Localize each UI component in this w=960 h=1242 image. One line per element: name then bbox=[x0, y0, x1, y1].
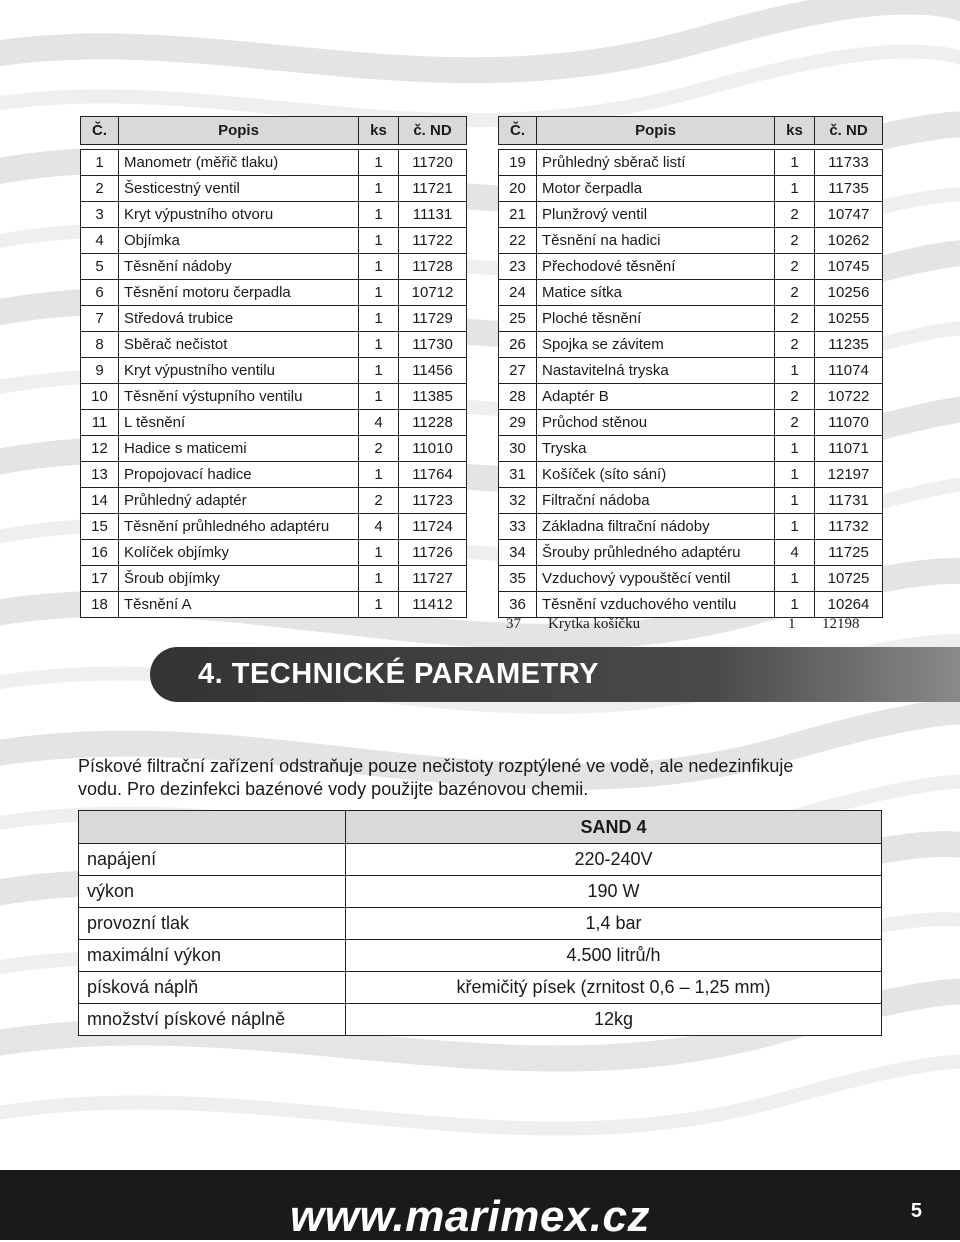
cell-num: 35 bbox=[499, 566, 537, 592]
cell-qty: 1 bbox=[359, 202, 399, 228]
cell-num: 24 bbox=[499, 280, 537, 306]
spec-label: provozní tlak bbox=[79, 908, 346, 940]
cell-qty: 2 bbox=[775, 254, 815, 280]
extra-num: 37 bbox=[506, 616, 521, 632]
cell-qty: 2 bbox=[775, 332, 815, 358]
table-row bbox=[81, 254, 467, 280]
cell-nd: 11722 bbox=[399, 228, 467, 254]
spec-value: 4.500 litrů/h bbox=[346, 940, 882, 972]
header-qty: ks bbox=[359, 117, 399, 145]
cell-qty: 1 bbox=[775, 488, 815, 514]
cell-qty: 1 bbox=[775, 462, 815, 488]
header-qty: ks bbox=[775, 117, 815, 145]
cell-nd: 11720 bbox=[399, 150, 467, 176]
specs-header-row bbox=[79, 811, 882, 844]
cell-desc: Hadice s maticemi bbox=[119, 436, 359, 462]
specs-row bbox=[79, 876, 882, 908]
cell-desc: Průchod stěnou bbox=[537, 410, 775, 436]
cell-num: 15 bbox=[81, 514, 119, 540]
header-num: Č. bbox=[81, 117, 119, 145]
cell-qty: 1 bbox=[359, 332, 399, 358]
cell-nd: 12197 bbox=[815, 462, 883, 488]
cell-nd: 11729 bbox=[399, 306, 467, 332]
cell-desc: Tryska bbox=[537, 436, 775, 462]
table-row bbox=[81, 228, 467, 254]
spec-value: 1,4 bar bbox=[346, 908, 882, 940]
cell-desc: Středová trubice bbox=[119, 306, 359, 332]
cell-num: 12 bbox=[81, 436, 119, 462]
cell-num: 33 bbox=[499, 514, 537, 540]
cell-nd: 10256 bbox=[815, 280, 883, 306]
spec-value: 190 W bbox=[346, 876, 882, 908]
cell-qty: 1 bbox=[359, 254, 399, 280]
cell-num: 4 bbox=[81, 228, 119, 254]
specs-row bbox=[79, 1004, 882, 1036]
cell-desc: Motor čerpadla bbox=[537, 176, 775, 202]
cell-num: 29 bbox=[499, 410, 537, 436]
cell-qty: 1 bbox=[775, 150, 815, 176]
cell-qty: 2 bbox=[775, 228, 815, 254]
cell-num: 32 bbox=[499, 488, 537, 514]
table-row bbox=[81, 176, 467, 202]
cell-nd: 11721 bbox=[399, 176, 467, 202]
parts-header-row bbox=[499, 117, 883, 145]
spec-label: maximální výkon bbox=[79, 940, 346, 972]
cell-qty: 1 bbox=[359, 462, 399, 488]
cell-qty: 1 bbox=[359, 592, 399, 618]
cell-num: 36 bbox=[499, 592, 537, 618]
table-row bbox=[499, 332, 883, 358]
cell-desc: Šroub objímky bbox=[119, 566, 359, 592]
table-row bbox=[499, 228, 883, 254]
spec-value: křemičitý písek (zrnitost 0,6 – 1,25 mm) bbox=[346, 972, 882, 1004]
cell-desc: Sběrač nečistot bbox=[119, 332, 359, 358]
cell-desc: Filtrační nádoba bbox=[537, 488, 775, 514]
cell-qty: 1 bbox=[775, 176, 815, 202]
cell-desc: Propojovací hadice bbox=[119, 462, 359, 488]
cell-desc: Matice sítka bbox=[537, 280, 775, 306]
table-row bbox=[81, 514, 467, 540]
table-row bbox=[81, 202, 467, 228]
cell-nd: 11228 bbox=[399, 410, 467, 436]
table-row bbox=[499, 280, 883, 306]
cell-num: 1 bbox=[81, 150, 119, 176]
cell-num: 25 bbox=[499, 306, 537, 332]
specs-row bbox=[79, 844, 882, 876]
cell-desc: Košíček (síto sání) bbox=[537, 462, 775, 488]
cell-num: 16 bbox=[81, 540, 119, 566]
cell-desc: Těsnění na hadici bbox=[537, 228, 775, 254]
specs-body bbox=[79, 844, 882, 1036]
table-row bbox=[499, 384, 883, 410]
cell-num: 14 bbox=[81, 488, 119, 514]
cell-desc: Spojka se závitem bbox=[537, 332, 775, 358]
cell-qty: 1 bbox=[775, 592, 815, 618]
specs-row bbox=[79, 908, 882, 940]
cell-num: 20 bbox=[499, 176, 537, 202]
table-row bbox=[499, 410, 883, 436]
spec-label: napájení bbox=[79, 844, 346, 876]
cell-nd: 11733 bbox=[815, 150, 883, 176]
table-row bbox=[81, 306, 467, 332]
cell-desc: Těsnění průhledného adaptéru bbox=[119, 514, 359, 540]
spec-label: množství pískové náplně bbox=[79, 1004, 346, 1036]
cell-nd: 10725 bbox=[815, 566, 883, 592]
cell-num: 3 bbox=[81, 202, 119, 228]
cell-desc: Přechodové těsnění bbox=[537, 254, 775, 280]
cell-desc: Průhledný adaptér bbox=[119, 488, 359, 514]
table-row bbox=[81, 280, 467, 306]
cell-qty: 1 bbox=[775, 514, 815, 540]
cell-qty: 1 bbox=[359, 306, 399, 332]
table-row bbox=[81, 384, 467, 410]
spec-label: písková náplň bbox=[79, 972, 346, 1004]
parts-left-body bbox=[81, 150, 467, 618]
table-row bbox=[499, 306, 883, 332]
cell-qty: 1 bbox=[359, 384, 399, 410]
cell-nd: 10747 bbox=[815, 202, 883, 228]
table-row bbox=[499, 488, 883, 514]
page-number: 5 bbox=[910, 1200, 922, 1222]
header-num: Č. bbox=[499, 117, 537, 145]
cell-nd: 10722 bbox=[815, 384, 883, 410]
cell-nd: 10745 bbox=[815, 254, 883, 280]
cell-qty: 1 bbox=[775, 436, 815, 462]
cell-desc: Objímka bbox=[119, 228, 359, 254]
cell-nd: 11010 bbox=[399, 436, 467, 462]
spec-label: výkon bbox=[79, 876, 346, 908]
cell-qty: 1 bbox=[359, 176, 399, 202]
cell-nd: 11728 bbox=[399, 254, 467, 280]
cell-num: 6 bbox=[81, 280, 119, 306]
cell-nd: 11725 bbox=[815, 540, 883, 566]
spec-value: 12kg bbox=[346, 1004, 882, 1036]
cell-desc: Těsnění nádoby bbox=[119, 254, 359, 280]
cell-num: 22 bbox=[499, 228, 537, 254]
table-row bbox=[499, 176, 883, 202]
cell-nd: 11723 bbox=[399, 488, 467, 514]
footer-url: www.marimex.cz bbox=[290, 1192, 650, 1241]
cell-qty: 1 bbox=[775, 566, 815, 592]
cell-nd: 11412 bbox=[399, 592, 467, 618]
cell-num: 18 bbox=[81, 592, 119, 618]
table-row bbox=[81, 332, 467, 358]
cell-desc: Těsnění vzduchového ventilu bbox=[537, 592, 775, 618]
table-row bbox=[499, 462, 883, 488]
cell-num: 5 bbox=[81, 254, 119, 280]
cell-qty: 2 bbox=[775, 306, 815, 332]
cell-num: 28 bbox=[499, 384, 537, 410]
table-row bbox=[81, 150, 467, 176]
cell-desc: Kryt výpustního ventilu bbox=[119, 358, 359, 384]
cell-desc: Těsnění A bbox=[119, 592, 359, 618]
cell-qty: 1 bbox=[359, 358, 399, 384]
header-desc: Popis bbox=[119, 117, 359, 145]
cell-qty: 1 bbox=[359, 280, 399, 306]
cell-nd: 11074 bbox=[815, 358, 883, 384]
cell-nd: 10712 bbox=[399, 280, 467, 306]
cell-nd: 11727 bbox=[399, 566, 467, 592]
cell-nd: 11071 bbox=[815, 436, 883, 462]
table-row bbox=[499, 254, 883, 280]
cell-desc: Šesticestný ventil bbox=[119, 176, 359, 202]
table-row bbox=[499, 436, 883, 462]
table-row bbox=[499, 566, 883, 592]
table-row bbox=[499, 358, 883, 384]
cell-desc: Plunžrový ventil bbox=[537, 202, 775, 228]
cell-nd: 11456 bbox=[399, 358, 467, 384]
cell-qty: 2 bbox=[775, 384, 815, 410]
cell-num: 23 bbox=[499, 254, 537, 280]
cell-qty: 4 bbox=[359, 410, 399, 436]
specs-model-header: SAND 4 bbox=[346, 811, 882, 844]
table-row bbox=[81, 592, 467, 618]
cell-num: 10 bbox=[81, 384, 119, 410]
table-row bbox=[81, 436, 467, 462]
cell-desc: Adaptér B bbox=[537, 384, 775, 410]
parts-header-row bbox=[81, 117, 467, 145]
cell-desc: Kolíček objímky bbox=[119, 540, 359, 566]
table-row bbox=[81, 462, 467, 488]
header-desc: Popis bbox=[537, 117, 775, 145]
cell-nd: 11070 bbox=[815, 410, 883, 436]
parts-extra-row bbox=[498, 614, 882, 636]
cell-qty: 2 bbox=[359, 436, 399, 462]
section-banner bbox=[150, 647, 960, 702]
table-row bbox=[81, 566, 467, 592]
cell-num: 2 bbox=[81, 176, 119, 202]
cell-qty: 2 bbox=[359, 488, 399, 514]
cell-nd: 11235 bbox=[815, 332, 883, 358]
table-row bbox=[81, 410, 467, 436]
cell-qty: 1 bbox=[775, 358, 815, 384]
cell-qty: 1 bbox=[359, 228, 399, 254]
cell-nd: 11732 bbox=[815, 514, 883, 540]
cell-num: 9 bbox=[81, 358, 119, 384]
table-row bbox=[499, 540, 883, 566]
cell-num: 30 bbox=[499, 436, 537, 462]
parts-table-right bbox=[498, 116, 883, 618]
cell-nd: 10262 bbox=[815, 228, 883, 254]
extra-nd: 12198 bbox=[822, 616, 860, 632]
cell-num: 31 bbox=[499, 462, 537, 488]
extra-desc: Krytka košíčku bbox=[548, 616, 641, 632]
cell-nd: 11735 bbox=[815, 176, 883, 202]
cell-nd: 11131 bbox=[399, 202, 467, 228]
cell-desc: Vzduchový vypouštěcí ventil bbox=[537, 566, 775, 592]
cell-desc: Průhledný sběrač listí bbox=[537, 150, 775, 176]
cell-num: 17 bbox=[81, 566, 119, 592]
cell-num: 26 bbox=[499, 332, 537, 358]
cell-qty: 1 bbox=[359, 566, 399, 592]
cell-qty: 1 bbox=[359, 540, 399, 566]
cell-qty: 4 bbox=[359, 514, 399, 540]
spec-value: 220-240V bbox=[346, 844, 882, 876]
parts-right-body bbox=[499, 150, 883, 618]
table-row bbox=[499, 514, 883, 540]
table-row bbox=[81, 540, 467, 566]
parts-table-left bbox=[80, 116, 467, 618]
cell-qty: 2 bbox=[775, 202, 815, 228]
cell-num: 21 bbox=[499, 202, 537, 228]
specs-row bbox=[79, 940, 882, 972]
table-row bbox=[499, 202, 883, 228]
table-row bbox=[81, 358, 467, 384]
cell-desc: Základna filtrační nádoby bbox=[537, 514, 775, 540]
cell-nd: 10264 bbox=[815, 592, 883, 618]
cell-desc: Kryt výpustního otvoru bbox=[119, 202, 359, 228]
cell-nd: 11730 bbox=[399, 332, 467, 358]
cell-desc: Šrouby průhledného adaptéru bbox=[537, 540, 775, 566]
header-nd: č. ND bbox=[815, 117, 883, 145]
cell-desc: L těsnění bbox=[119, 410, 359, 436]
header-nd: č. ND bbox=[399, 117, 467, 145]
extra-qty: 1 bbox=[788, 616, 796, 632]
cell-qty: 1 bbox=[359, 150, 399, 176]
cell-num: 11 bbox=[81, 410, 119, 436]
cell-num: 27 bbox=[499, 358, 537, 384]
footer-bar bbox=[0, 1170, 960, 1240]
cell-nd: 11726 bbox=[399, 540, 467, 566]
cell-qty: 2 bbox=[775, 280, 815, 306]
table-row bbox=[499, 150, 883, 176]
section-title: 4. TECHNICKÉ PARAMETRY bbox=[198, 658, 599, 690]
cell-nd: 10255 bbox=[815, 306, 883, 332]
cell-num: 8 bbox=[81, 332, 119, 358]
specs-header-empty bbox=[79, 811, 346, 844]
cell-desc: Nastavitelná tryska bbox=[537, 358, 775, 384]
specs-table bbox=[78, 810, 882, 1036]
cell-num: 7 bbox=[81, 306, 119, 332]
cell-nd: 11731 bbox=[815, 488, 883, 514]
cell-num: 34 bbox=[499, 540, 537, 566]
cell-num: 13 bbox=[81, 462, 119, 488]
cell-desc: Těsnění výstupního ventilu bbox=[119, 384, 359, 410]
cell-desc: Ploché těsnění bbox=[537, 306, 775, 332]
cell-num: 19 bbox=[499, 150, 537, 176]
cell-qty: 4 bbox=[775, 540, 815, 566]
cell-desc: Těsnění motoru čerpadla bbox=[119, 280, 359, 306]
cell-nd: 11385 bbox=[399, 384, 467, 410]
table-row bbox=[81, 488, 467, 514]
intro-paragraph: Pískové filtrační zařízení odstraňuje pouze nečistoty rozptýlené ve vodě, ale nedezinfikuje vodu. Pro dezinfekci bazénové vody použijte bazénovou chemii. bbox=[78, 756, 794, 799]
cell-qty: 2 bbox=[775, 410, 815, 436]
cell-nd: 11724 bbox=[399, 514, 467, 540]
cell-nd: 11764 bbox=[399, 462, 467, 488]
specs-row bbox=[79, 972, 882, 1004]
cell-desc: Manometr (měřič tlaku) bbox=[119, 150, 359, 176]
